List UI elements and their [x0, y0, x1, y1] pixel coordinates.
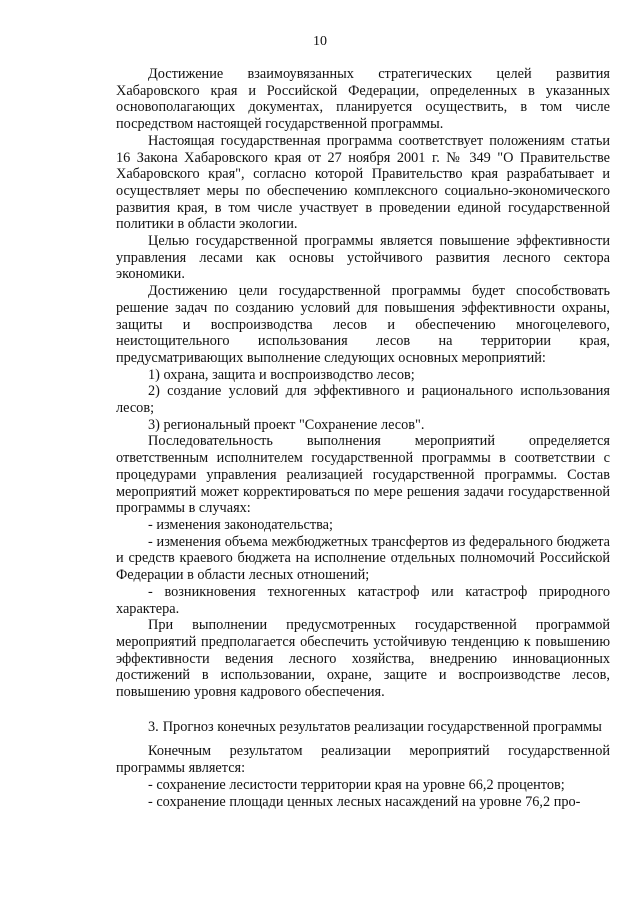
section-title: Прогноз конечных результатов реализации государственной программы — [162, 718, 602, 735]
list-item: 2) создание условий для эффективного и рационального использования лесов; — [116, 383, 610, 417]
document-body — [116, 66, 610, 810]
section-number: 3. — [148, 718, 159, 735]
list-item: 1) охрана, защита и воспроизводство лесов; — [148, 366, 415, 383]
list-item: - возникновения техногенных катастроф или катастроф природного характера. — [116, 583, 610, 617]
list-item: - изменения законодательства; — [148, 516, 333, 533]
list-item: - сохранение площади ценных лесных насаждений на уровне 76,2 про- — [148, 793, 581, 810]
paragraph: Достижение взаимоувязанных стратегических целей развития Хабаровского края и Российской Федерации, определенных в указанных основополагающих документах, планируется осуществить, в том числе посредством настоящей государственной программы. — [116, 66, 610, 133]
section-spacer — [116, 701, 610, 719]
paragraph: Настоящая государственная программа соответствует положениям статьи 16 Закона Хабаровского края от 27 ноября 2001 г. № 349 "О Правительстве Хабаровского края", согласно которой Правительство края разрабатывает и осуществляет меры по обеспечению комплексного социально-экономического развития края, в том числе участвует в проведении единой государственной политики в области экологии. — [116, 132, 610, 233]
list-item: - сохранение лесистости территории края на уровне 66,2 процентов; — [148, 776, 565, 793]
paragraph: Целью государственной программы является повышение эффективности управления лесами как основы устойчивого развития лесного сектора экономики. — [116, 233, 610, 283]
paragraph: Конечным результатом реализации мероприятий государственной программы является: — [116, 743, 610, 777]
paragraph: Достижению цели государственной программы будет способствовать решение задач по созданию условий для повышения эффективности охраны, защиты и воспроизводства лесов и обеспечению многоцелевого, неистощительного использования лесов на территории края, предусматривающих выполнение следующих основных мероприятий: — [116, 283, 610, 366]
section-heading — [116, 719, 610, 736]
paragraph: При выполнении предусмотренных государственной программой мероприятий предполагается обеспечить устойчивую тенденцию к повышению эффективности ведения лесного хозяйства, внедрению инновационных достижений в использовании, охране, защите и воспроизводстве лесов, повышению уровня кадрового обеспечения. — [116, 617, 610, 701]
page-number: 10 — [313, 34, 327, 49]
list-item: 3) региональный проект "Сохранение лесов". — [148, 416, 425, 433]
section-spacer — [116, 735, 610, 743]
list-item: - изменения объема межбюджетных трансфертов из федерального бюджета и средств краевого бюджета на исполнение отдельных полномочий Российской Федерации в области лесных отношений; — [116, 533, 610, 584]
paragraph: Последовательность выполнения мероприятий определяется ответственным исполнителем государственной программы в соответствии с процедурами управления реализацией государственной программы. Состав мероприятий может корректироваться по мере решения задачи государственной программы в случаях: — [116, 433, 610, 517]
